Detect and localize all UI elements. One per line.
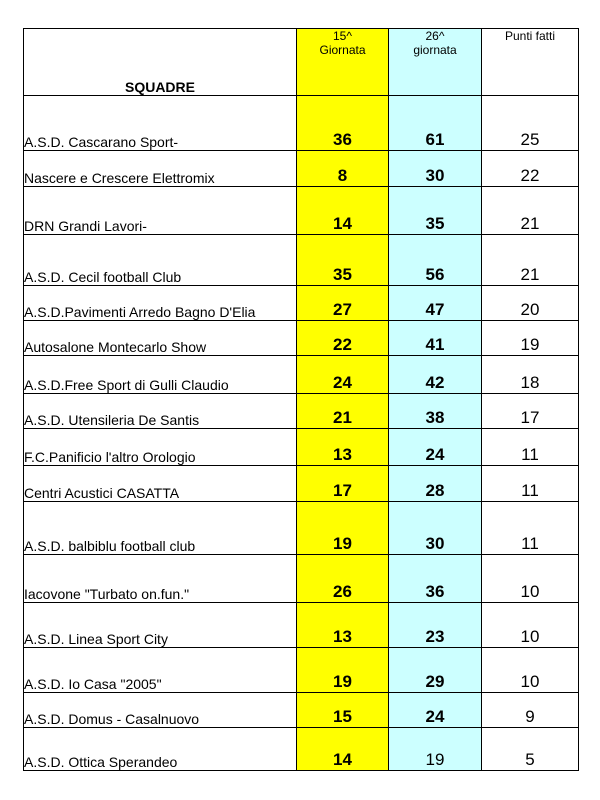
- points-cell: 18: [482, 356, 579, 394]
- round-26-cell: 41: [389, 321, 482, 356]
- round-15-cell: 24: [297, 356, 389, 394]
- round-26-cell: 28: [389, 466, 482, 502]
- points-cell: 5: [482, 728, 579, 771]
- round-26-cell: 35: [389, 187, 482, 235]
- table-row: [24, 235, 579, 286]
- round-26-cell: 30: [389, 502, 482, 555]
- table-row: [24, 693, 579, 728]
- round-26-cell: 36: [389, 555, 482, 603]
- table-row: [24, 151, 579, 187]
- round-26-cell: 29: [389, 648, 482, 693]
- team-name-cell: A.S.D. balbiblu football club: [24, 502, 297, 555]
- points-cell: 20: [482, 286, 579, 321]
- round-26-cell: 24: [389, 429, 482, 466]
- table-row: [24, 321, 579, 356]
- round-26-cell: 47: [389, 286, 482, 321]
- table-row: [24, 603, 579, 648]
- team-name-cell: A.S.D.Free Sport di Gulli Claudio: [24, 356, 297, 394]
- header-round-26-number: 26^: [425, 29, 445, 43]
- points-cell: 19: [482, 321, 579, 356]
- points-cell: 17: [482, 394, 579, 429]
- table-row: [24, 502, 579, 555]
- table-row: [24, 429, 579, 466]
- team-name-cell: F.C.Panificio l'altro Orologio: [24, 429, 297, 466]
- table-row: [24, 356, 579, 394]
- points-cell: 10: [482, 648, 579, 693]
- table-row: [24, 555, 579, 603]
- round-15-cell: 17: [297, 466, 389, 502]
- team-name-cell: A.S.D. Domus - Casalnuovo: [24, 693, 297, 728]
- header-round-15-number: 15^: [333, 29, 352, 43]
- round-15-cell: 27: [297, 286, 389, 321]
- header-points: Punti fatti: [482, 29, 579, 96]
- round-26-cell: 61: [389, 96, 482, 151]
- points-cell: 21: [482, 235, 579, 286]
- table-row: [24, 394, 579, 429]
- round-15-cell: 35: [297, 235, 389, 286]
- team-name-cell: A.S.D. Cascarano Sport-: [24, 96, 297, 151]
- team-name-cell: A.S.D. Ottica Sperandeo: [24, 728, 297, 771]
- points-cell: 25: [482, 96, 579, 151]
- header-round-26: [389, 29, 482, 96]
- table-row: [24, 466, 579, 502]
- team-name-cell: A.S.D. Utensileria De Santis: [24, 394, 297, 429]
- round-26-cell: 19: [389, 728, 482, 771]
- header-round-15: [297, 29, 389, 96]
- points-cell: 21: [482, 187, 579, 235]
- header-round-15-label: Giornata: [319, 43, 366, 57]
- team-name-cell: A.S.D. Cecil football Club: [24, 235, 297, 286]
- round-15-cell: 8: [297, 151, 389, 187]
- header-teams: SQUADRE: [24, 29, 297, 96]
- round-15-cell: 14: [297, 187, 389, 235]
- team-name-cell: Nascere e Crescere Elettromix: [24, 151, 297, 187]
- points-cell: 11: [482, 502, 579, 555]
- points-cell: 22: [482, 151, 579, 187]
- header-row: [24, 29, 579, 96]
- team-name-cell: Iacovone "Turbato on.fun.": [24, 555, 297, 603]
- round-15-cell: 19: [297, 502, 389, 555]
- table-row: [24, 96, 579, 151]
- standings-body: [24, 96, 579, 771]
- team-name-cell: A.S.D. Io Casa "2005": [24, 648, 297, 693]
- round-26-cell: 56: [389, 235, 482, 286]
- round-15-cell: 13: [297, 429, 389, 466]
- round-26-cell: 23: [389, 603, 482, 648]
- team-name-cell: DRN Grandi Lavori-: [24, 187, 297, 235]
- team-name-cell: Autosalone Montecarlo Show: [24, 321, 297, 356]
- standings-table: [23, 28, 579, 771]
- table-row: [24, 286, 579, 321]
- round-15-cell: 15: [297, 693, 389, 728]
- round-26-cell: 30: [389, 151, 482, 187]
- round-15-cell: 26: [297, 555, 389, 603]
- team-name-cell: A.S.D. Linea Sport City: [24, 603, 297, 648]
- points-cell: 11: [482, 466, 579, 502]
- round-15-cell: 21: [297, 394, 389, 429]
- round-15-cell: 13: [297, 603, 389, 648]
- round-15-cell: 22: [297, 321, 389, 356]
- points-cell: 11: [482, 429, 579, 466]
- points-cell: 9: [482, 693, 579, 728]
- table-row: [24, 187, 579, 235]
- round-26-cell: 24: [389, 693, 482, 728]
- round-26-cell: 38: [389, 394, 482, 429]
- header-round-26-label: giornata: [413, 43, 457, 57]
- round-26-cell: 42: [389, 356, 482, 394]
- round-15-cell: 19: [297, 648, 389, 693]
- team-name-cell: Centri Acustici CASATTA: [24, 466, 297, 502]
- team-name-cell: A.S.D.Pavimenti Arredo Bagno D'Elia: [24, 286, 297, 321]
- table-row: [24, 648, 579, 693]
- round-15-cell: 14: [297, 728, 389, 771]
- points-cell: 10: [482, 555, 579, 603]
- table-row: [24, 728, 579, 771]
- points-cell: 10: [482, 603, 579, 648]
- round-15-cell: 36: [297, 96, 389, 151]
